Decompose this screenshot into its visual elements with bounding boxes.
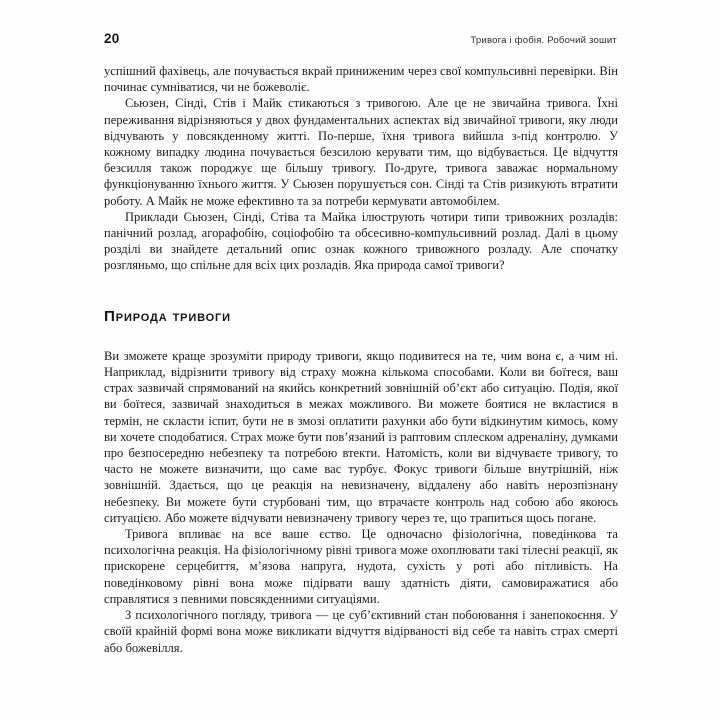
section-heading: Природа тривоги [104, 307, 231, 325]
text-block [104, 63, 618, 656]
paragraph-continued: успішний фахівець, але почувається вкрай приниженим через свої компульсивні перевірки. Він починає сумніватися, чи не божеволіє. [104, 64, 618, 95]
page-number: 20 [104, 31, 120, 46]
paragraph: Ви зможете краще зрозуміти природу тривоги, якщо подивитеся на те, чим вона є, а чим ні. Наприклад, відрізнити тривогу від страху можна кількома способами. Коли ви боїтеся, ваш страх зазвичай спрямований на якийсь конкретний зовнішній об’єкт або ситуацію. Подія, якої ви боїтеся, зазвичай знаходиться в межах можливого. Ви можете боятися не вкластися в термін, не скласти іспит, бути не в змозі оплатити рахунки або бути відкинутим кимось, кому ви хочете сподобатися. Страх може бути пов’язаний із раптовим сплеском адреналіну, думками про безпосередню небезпеку та потребою втекти. Натомість, коли ви відчуваєте тривогу, то часто не можете визначити, що саме вас турбує. Фокус тривоги більше внутрішній, ніж зовнішній. Здається, що це реакція на невизначену, віддалену або навіть нерозпізнану небезпеку. Ви можете бути стурбовані тим, що втрачаєте контроль над собою або якоюсь ситуацією. Або можете відчувати невизначену тривогу через те, що трапиться щось погане. [104, 348, 618, 525]
paragraph: Сьюзен, Сінді, Стів і Майк стикаються з тривогою. Але це не звичайна тривога. Їхні переживання відрізняються у двох фундаментальних аспектах від звичайної тривоги, яку люди відчувають у повсякденному житті. По-перше, їхня тривога вийшла з-під контролю. У кожному випадку людина почувається безсилою керувати тим, що відбувається. Це відчуття безсилля також породжує ще більшу тривогу. По-друге, тривога заважає нормальному функціонуванню їхнього життя. У Сьюзен порушується сон. Сінді та Стів ризикують втратити роботу. А Майк не може ефективно та за потреби кермувати автомобілем. [104, 96, 618, 208]
paragraph: З психологічного погляду, тривога — це суб’єктивний стан побоювання і занепокоєння. У своїй крайній формі вона може викликати відчуття відірваності від себе та навіть страх смерті або божевілля. [104, 608, 618, 655]
section-heading-wrap [104, 309, 618, 324]
paragraph: Тривога впливає на все ваше єство. Це одночасно фізіологічна, поведінкова та психологічна реакція. На фізіологічному рівні тривога може охоплювати такі тілесні реакції, як прискорене серцебиття, м’язова напруга, нудота, сухість у роті або пітливість. На поведінковому рівні вона може підірвати вашу здатність діяти, самовиражатися або справлятися з певними повсякденними ситуаціями. [104, 527, 618, 606]
running-head-title: Тривога і фобія. Робочий зошит [470, 35, 617, 46]
running-head [104, 31, 617, 49]
paragraph: Приклади Сьюзен, Сінді, Стіва та Майка ілюструють чотири типи тривожних розладів: панічний розлад, агорафобію, соціофобію та обсесивно-компульсивний розлад. Далі в цьому розділі ви знайдете детальний опис ознак кожного тривожного розладу. Але спочатку розгляньмо, що спільне для всіх цих розладів. Яка природа самої тривоги? [104, 209, 618, 273]
